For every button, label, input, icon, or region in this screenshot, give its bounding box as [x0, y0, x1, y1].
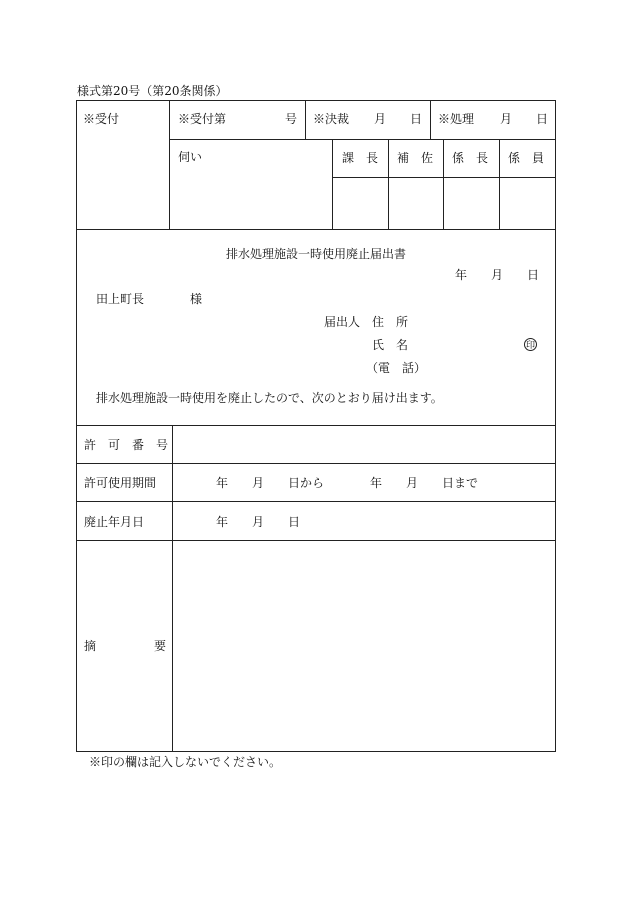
- approval-col-3: [443, 139, 444, 229]
- form-number: 様式第20号（第20条関係）: [77, 84, 228, 98]
- approval-col-2: [388, 139, 389, 229]
- frame-top: [76, 100, 556, 101]
- kacho-label: 課 長: [342, 151, 379, 165]
- approval-col-1: [332, 139, 333, 229]
- address-label: 住 所: [372, 315, 409, 329]
- period-end-day: 日まで: [442, 476, 479, 490]
- summary-label-2: 要: [154, 639, 167, 653]
- office-block-bottom: [76, 229, 556, 230]
- row-divider-3: [76, 540, 556, 541]
- shori-label: ※処理: [438, 112, 475, 126]
- addressee-sama: 様: [190, 292, 203, 306]
- shori-month: 月: [500, 112, 513, 126]
- abolition-day: 日: [288, 515, 301, 529]
- seal-mark-icon: 印: [524, 338, 537, 351]
- uketsuke-dai-label: ※受付第: [178, 112, 227, 126]
- permit-number-label: 許 可 番 号: [84, 438, 169, 452]
- row-divider-1: [76, 463, 556, 464]
- uketsuke-label: ※受付: [83, 112, 120, 126]
- addressee: 田上町長: [96, 292, 145, 306]
- abolition-year: 年: [216, 515, 229, 529]
- date-month: 月: [491, 268, 504, 282]
- approval-col-4: [499, 139, 500, 229]
- office-col-3: [430, 100, 431, 139]
- period-start-month: 月: [252, 476, 265, 490]
- notice-body: 排水処理施設一時使用を廃止したので、次のとおり届け出ます。: [96, 391, 443, 405]
- frame-left: [76, 100, 77, 752]
- table-top: [76, 425, 556, 426]
- name-label: 氏 名: [372, 338, 409, 352]
- period-start-year: 年: [216, 476, 229, 490]
- abolition-date-label: 廃止年月日: [84, 515, 145, 529]
- kessai-day: 日: [410, 112, 423, 126]
- phone-label: （電 話）: [366, 361, 427, 375]
- period-end-month: 月: [406, 476, 419, 490]
- row-divider-2: [76, 501, 556, 502]
- period-end-year: 年: [370, 476, 383, 490]
- summary-label-1: 摘: [84, 639, 97, 653]
- hosa-label: 補 佐: [397, 151, 434, 165]
- label-column-divider: [172, 425, 173, 752]
- date-day: 日: [527, 268, 540, 282]
- frame-right: [555, 100, 556, 752]
- approval-row-divider: [332, 177, 556, 178]
- date-year: 年: [455, 268, 468, 282]
- permit-period-label: 許可使用期間: [84, 476, 157, 490]
- kessai-month: 月: [374, 112, 387, 126]
- frame-bottom: [76, 751, 556, 752]
- document-title: 排水処理施設一時使用廃止届出書: [226, 247, 407, 261]
- applicant-label: 届出人: [324, 315, 361, 329]
- office-col-2: [305, 100, 306, 139]
- footnote: ※印の欄は記入しないでください。: [89, 755, 282, 769]
- ukagai-label: 伺い: [178, 150, 203, 164]
- office-col-1: [169, 100, 170, 229]
- kessai-label: ※決裁: [313, 112, 350, 126]
- go-label: 号: [285, 112, 298, 126]
- office-row-divider: [169, 139, 556, 140]
- kakariin-label: 係 員: [508, 151, 545, 165]
- shori-day: 日: [536, 112, 549, 126]
- kakaricho-label: 係 長: [452, 151, 489, 165]
- period-start-day: 日から: [288, 476, 325, 490]
- abolition-month: 月: [252, 515, 265, 529]
